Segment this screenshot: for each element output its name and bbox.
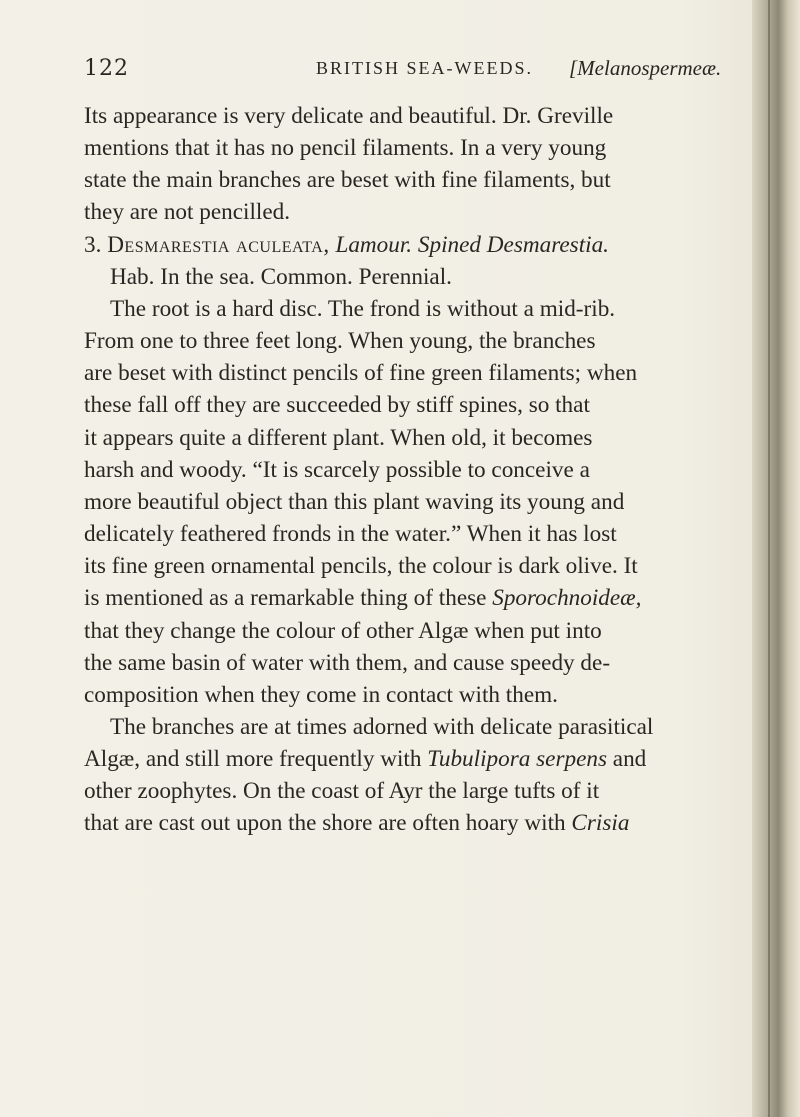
species-common-name: Spined Desmarestia. bbox=[417, 231, 609, 258]
text-line: more beautiful object than this plant waving its young and bbox=[84, 488, 625, 515]
binding-line bbox=[768, 0, 770, 1117]
text-line: composition when they come in contact with them. bbox=[84, 681, 558, 708]
species-name: Desmarestia aculeata, bbox=[107, 231, 330, 258]
text-line: Algæ, and still more frequently with Tubulipora serpens and bbox=[84, 746, 647, 773]
taxon-name: Crisia bbox=[571, 810, 630, 837]
page-number: 122 bbox=[84, 56, 129, 81]
text-line: The branches are at times adorned with delicate parasitical bbox=[110, 713, 654, 740]
text-line: the same basin of water with them, and cause speedy de- bbox=[84, 649, 611, 676]
text-line: delicately feathered fronds in the water.” When it has lost bbox=[84, 521, 617, 548]
text-line: state the main branches are beset with fine filaments, but bbox=[84, 167, 611, 194]
text-line: The root is a hard disc. The frond is without a mid-rib. bbox=[110, 295, 616, 322]
text-line: is mentioned as a remarkable thing of these Sporochnoideæ, bbox=[84, 585, 642, 612]
text-line: mentions that it has no pencil filaments. In a very young bbox=[84, 135, 607, 162]
taxon-name: Tubulipora serpens bbox=[427, 746, 607, 773]
page-header bbox=[84, 56, 754, 88]
text-line: its fine green ornamental pencils, the colour is dark olive. It bbox=[84, 553, 638, 580]
section-title: [Melanospermeæ. bbox=[569, 56, 722, 80]
text-line: that they change the colour of other Algæ when put into bbox=[84, 617, 602, 644]
text-line: Its appearance is very delicate and beautiful. Dr. Greville bbox=[84, 103, 614, 129]
running-head: BRITISH SEA-WEEDS. bbox=[316, 58, 533, 78]
page-edge-shadow bbox=[752, 0, 800, 1117]
body-text bbox=[84, 100, 744, 840]
species-heading: 3. Desmarestia aculeata, Lamour. Spined Desmarestia. bbox=[84, 231, 609, 258]
text-line: these fall off they are succeeded by stiff spines, so that bbox=[84, 392, 590, 419]
species-authority: Lamour. bbox=[335, 231, 413, 258]
text-line: From one to three feet long. When young, the branches bbox=[84, 328, 596, 355]
text-line: other zoophytes. On the coast of Ayr the large tufts of it bbox=[84, 778, 600, 805]
text-line: harsh and woody. “It is scarcely possible to conceive a bbox=[84, 456, 590, 483]
text-line: they are not pencilled. bbox=[84, 199, 291, 226]
text-line: it appears quite a different plant. When old, it becomes bbox=[84, 424, 593, 451]
habitat-line: Hab. In the sea. Common. Perennial. bbox=[110, 263, 452, 290]
taxon-name: Sporochnoideæ, bbox=[492, 585, 642, 612]
text-line: are beset with distinct pencils of fine green filaments; when bbox=[84, 360, 638, 387]
text-line: that are cast out upon the shore are often hoary with Crisia bbox=[84, 810, 630, 837]
